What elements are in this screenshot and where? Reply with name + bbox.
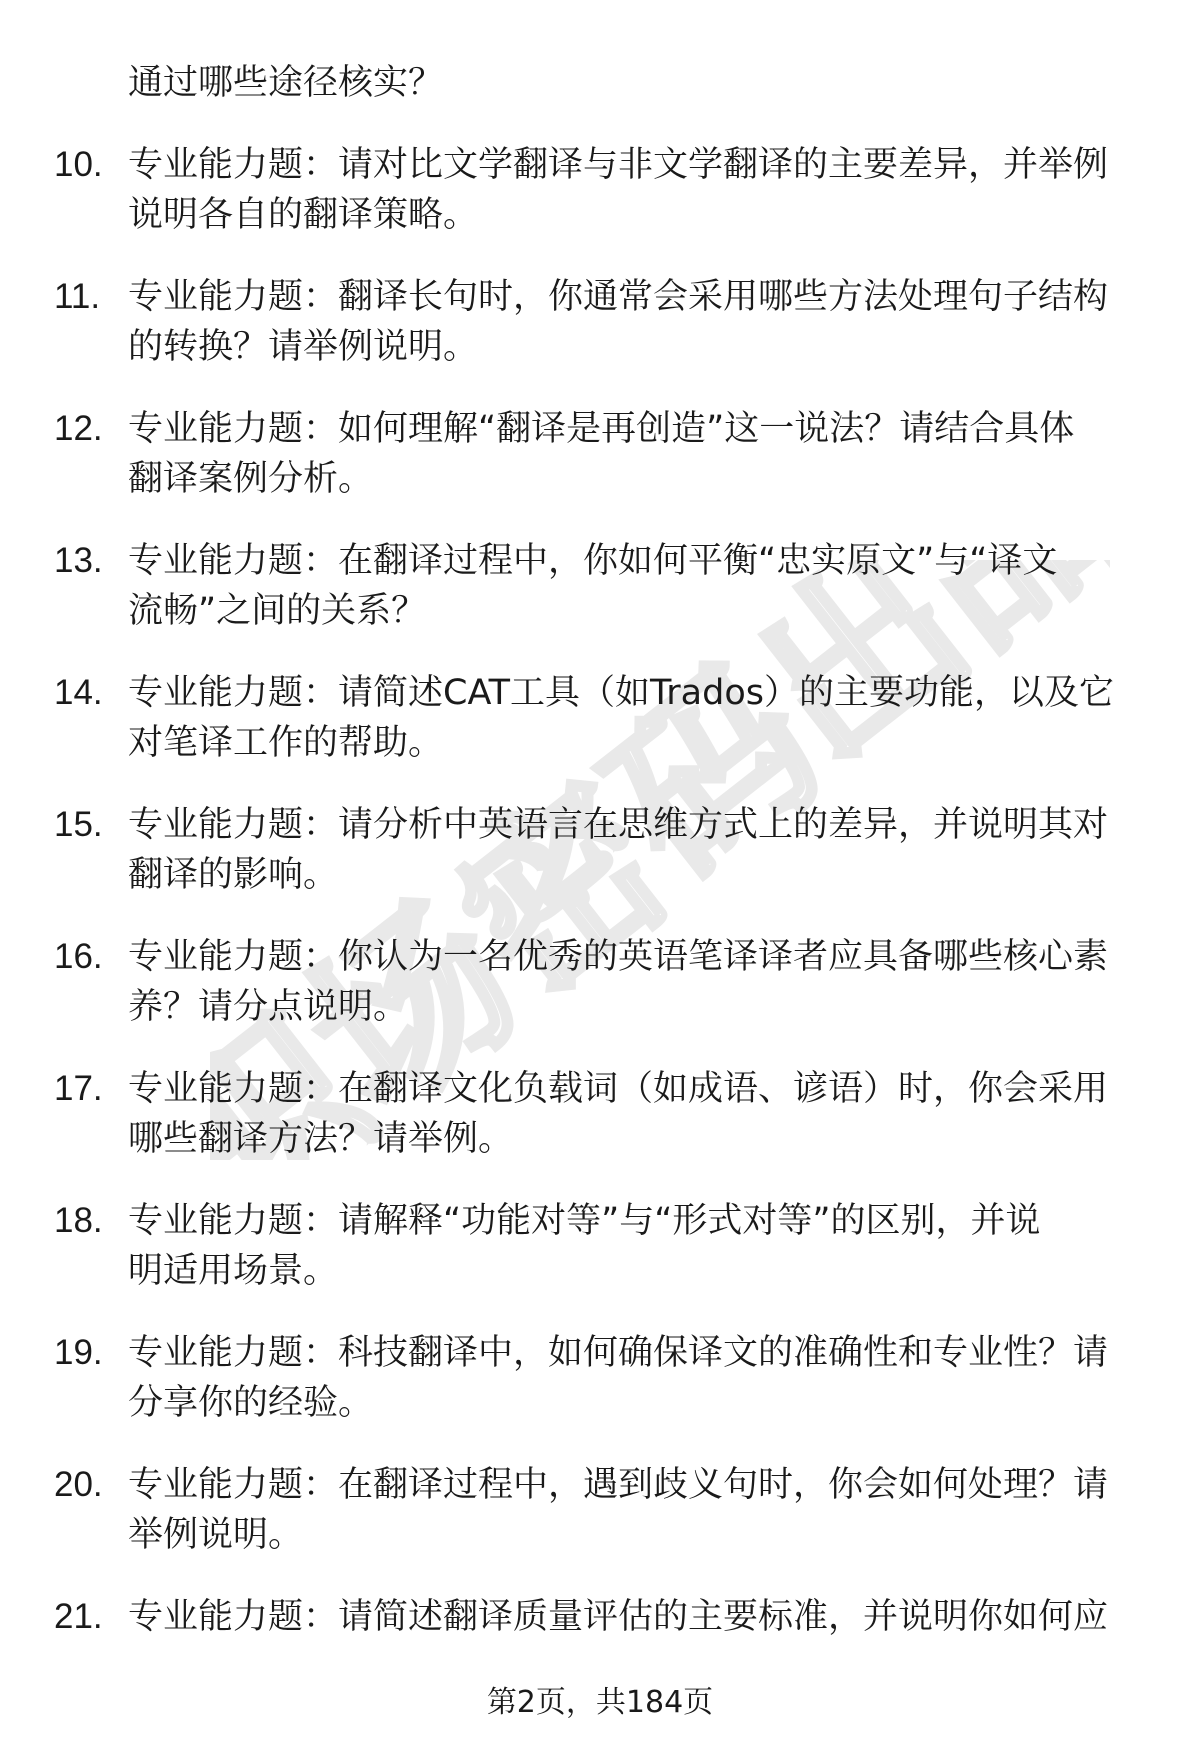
question-number: 12. bbox=[54, 409, 103, 448]
question-text: 专业能力题：请对比文学翻译与非文学翻译的主要差异，并举例 说明各自的翻译策略。 bbox=[128, 145, 1109, 235]
question-number: 10. bbox=[54, 145, 103, 184]
question-number: 17. bbox=[54, 1069, 103, 1108]
question-text: 专业能力题：在翻译过程中，你如何平衡“忠实原文”与“译文 流畅”之间的关系？ bbox=[128, 541, 1058, 631]
question-number: 20. bbox=[54, 1465, 103, 1504]
question-text: 专业能力题：翻译长句时，你通常会采用哪些方法处理句子结构 的转换？请举例说明。 bbox=[128, 277, 1109, 367]
question-item bbox=[0, 1064, 1200, 1196]
question-number: 13. bbox=[54, 541, 103, 580]
question-text: 专业能力题：请简述CAT工具（如Trados）的主要功能，以及它 对笔译工作的帮助。 bbox=[128, 673, 1114, 763]
question-item bbox=[0, 800, 1200, 932]
question-item bbox=[0, 272, 1200, 404]
continuation-text: 通过哪些途径核实？ bbox=[128, 63, 444, 103]
question-item bbox=[0, 1196, 1200, 1328]
question-number: 11. bbox=[54, 277, 101, 316]
question-item bbox=[0, 140, 1200, 272]
question-number: 21. bbox=[54, 1597, 103, 1636]
question-list bbox=[0, 140, 1200, 1724]
question-text: 专业能力题：请简述翻译质量评估的主要标准，并说明你如何应 bbox=[128, 1597, 1109, 1637]
question-text: 专业能力题：科技翻译中，如何确保译文的准确性和专业性？请 分享你的经验。 bbox=[128, 1333, 1109, 1423]
question-item bbox=[0, 1460, 1200, 1592]
question-text: 专业能力题：请分析中英语言在思维方式上的差异，并说明其对 翻译的影响。 bbox=[128, 805, 1109, 895]
watermark-text: 职场密码出品 bbox=[210, 560, 1110, 1160]
question-text: 专业能力题：如何理解“翻译是再创造”这一说法？请结合具体 翻译案例分析。 bbox=[128, 409, 1075, 499]
question-item bbox=[0, 932, 1200, 1064]
question-number: 19. bbox=[54, 1333, 103, 1372]
question-number: 15. bbox=[54, 805, 103, 844]
question-text: 专业能力题：请解释“功能对等”与“形式对等”的区别，并说 明适用场景。 bbox=[128, 1201, 1041, 1291]
question-number: 14. bbox=[54, 673, 103, 712]
question-text: 专业能力题：在翻译过程中，遇到歧义句时，你会如何处理？请 举例说明。 bbox=[128, 1465, 1109, 1555]
question-text: 专业能力题：你认为一名优秀的英语笔译译者应具备哪些核心素 养？请分点说明。 bbox=[128, 937, 1109, 1027]
question-number: 18. bbox=[54, 1201, 103, 1240]
question-text: 专业能力题：在翻译文化负载词（如成语、谚语）时，你会采用 哪些翻译方法？请举例。 bbox=[128, 1069, 1109, 1159]
question-item bbox=[0, 536, 1200, 668]
question-item bbox=[0, 668, 1200, 800]
page-footer: 第2页，共184页 bbox=[486, 1685, 714, 1720]
question-item bbox=[0, 404, 1200, 536]
question-item bbox=[0, 1328, 1200, 1460]
question-number: 16. bbox=[54, 937, 103, 976]
